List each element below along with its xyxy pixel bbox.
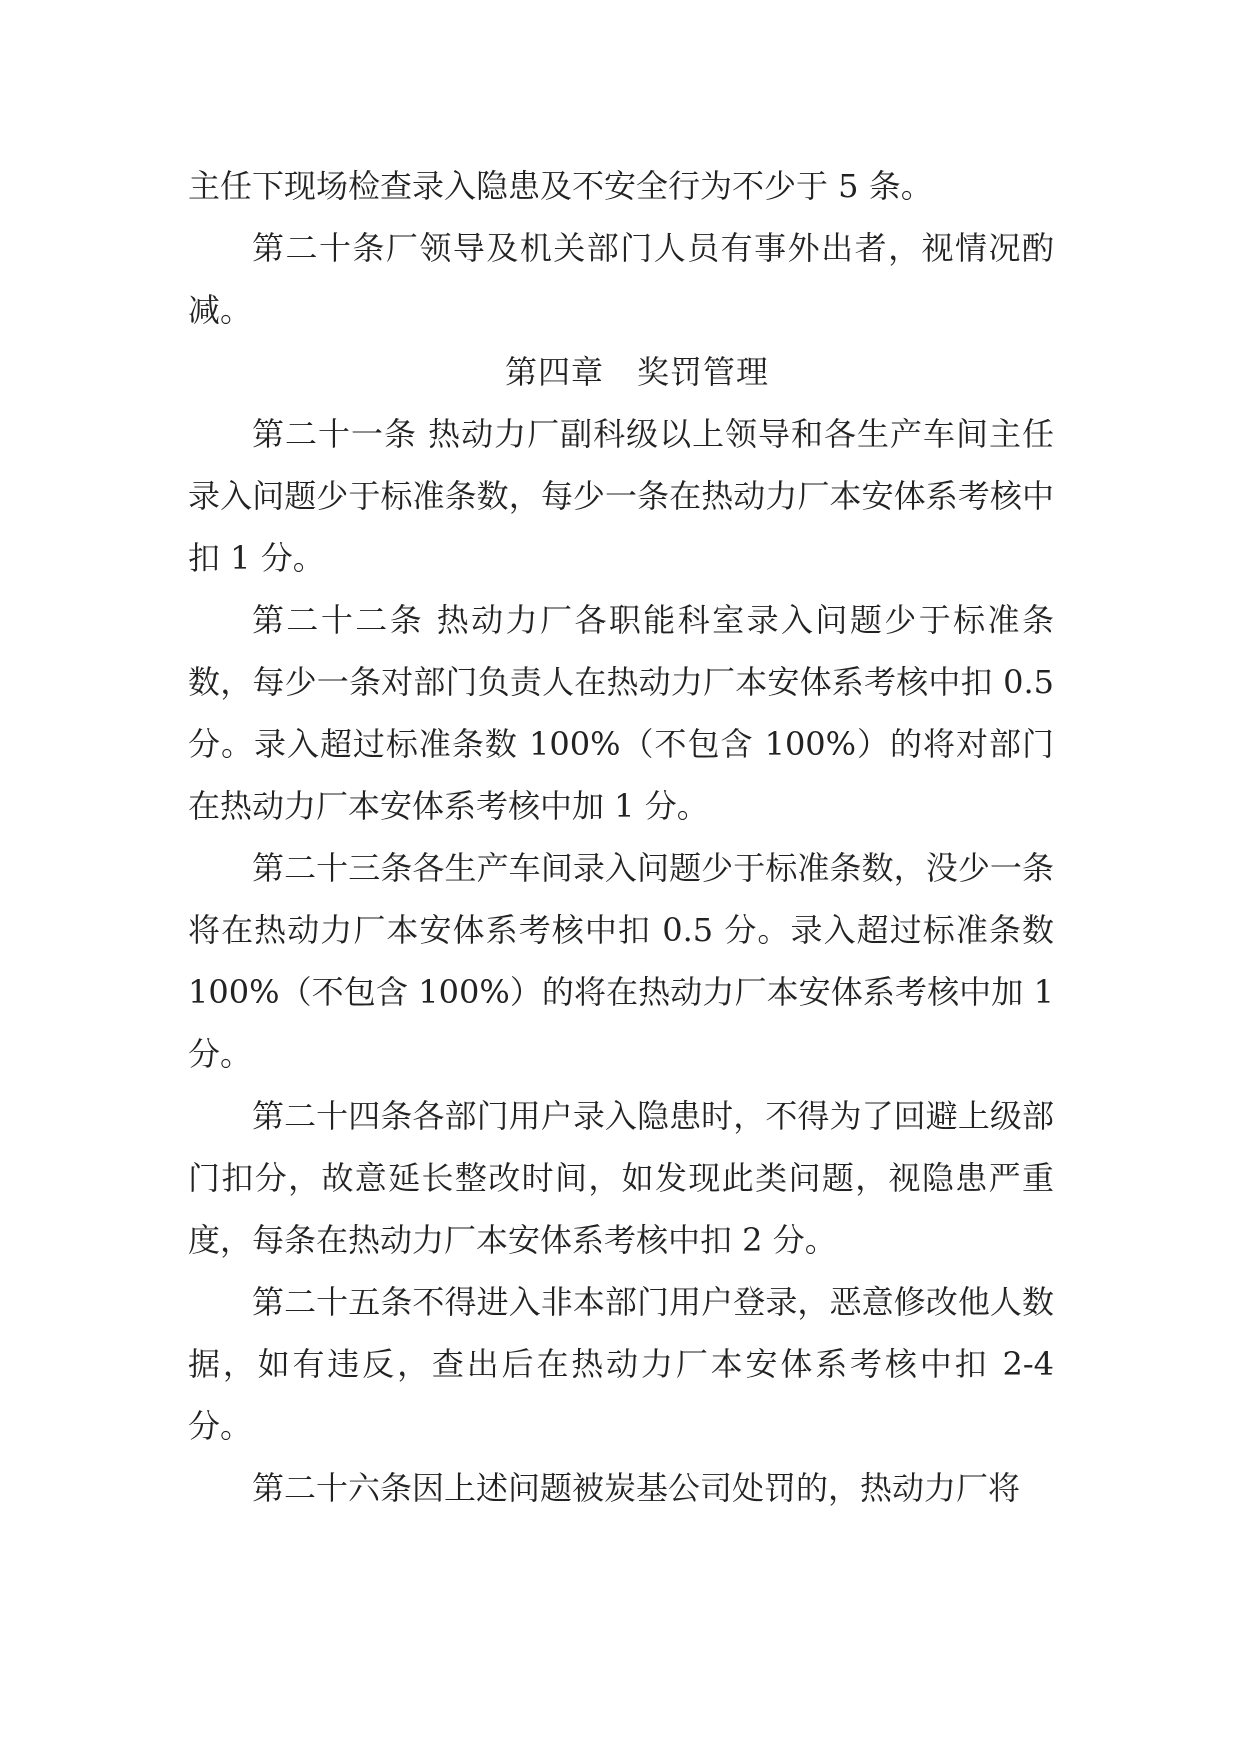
paragraph-article-23: 第二十三条各生产车间录入问题少于标准条数，没少一条将在热动力厂本安体系考核中扣 0.5 分。录入超过标准条数 100%（不包含 100%）的将在热动力厂本安体系考核中加 1 分。 [188, 849, 1054, 1073]
chapter-heading: 第四章 奖罚管理 [504, 353, 769, 391]
paragraph-article-26: 第二十六条因上述问题被炭基公司处罚的，热动力厂将 [252, 1469, 1021, 1507]
document-body [188, 155, 1054, 1519]
paragraph-continuation: 主任下现场检查录入隐患及不安全行为不少于 5 条。 [188, 167, 933, 205]
paragraph-article-25: 第二十五条不得进入非本部门用户登录，恶意修改他人数据，如有违反，查出后在热动力厂本安体系考核中扣 2-4 分。 [188, 1283, 1054, 1445]
paragraph-article-22: 第二十二条 热动力厂各职能科室录入问题少于标准条数，每少一条对部门负责人在热动力厂本安体系考核中扣 0.5 分。录入超过标准条数 100%（不包含 100%）的将对部门在热动力厂本安体系考核中加 1 分。 [188, 601, 1054, 825]
paragraph-article-21: 第二十一条 热动力厂副科级以上领导和各生产车间主任录入问题少于标准条数，每少一条在热动力厂本安体系考核中扣 1 分。 [188, 415, 1054, 577]
paragraph-article-20: 第二十条厂领导及机关部门人员有事外出者，视情况酌减。 [188, 229, 1054, 329]
paragraph-article-24: 第二十四条各部门用户录入隐患时，不得为了回避上级部门扣分，故意延长整改时间，如发现此类问题，视隐患严重度，每条在热动力厂本安体系考核中扣 2 分。 [188, 1097, 1054, 1259]
